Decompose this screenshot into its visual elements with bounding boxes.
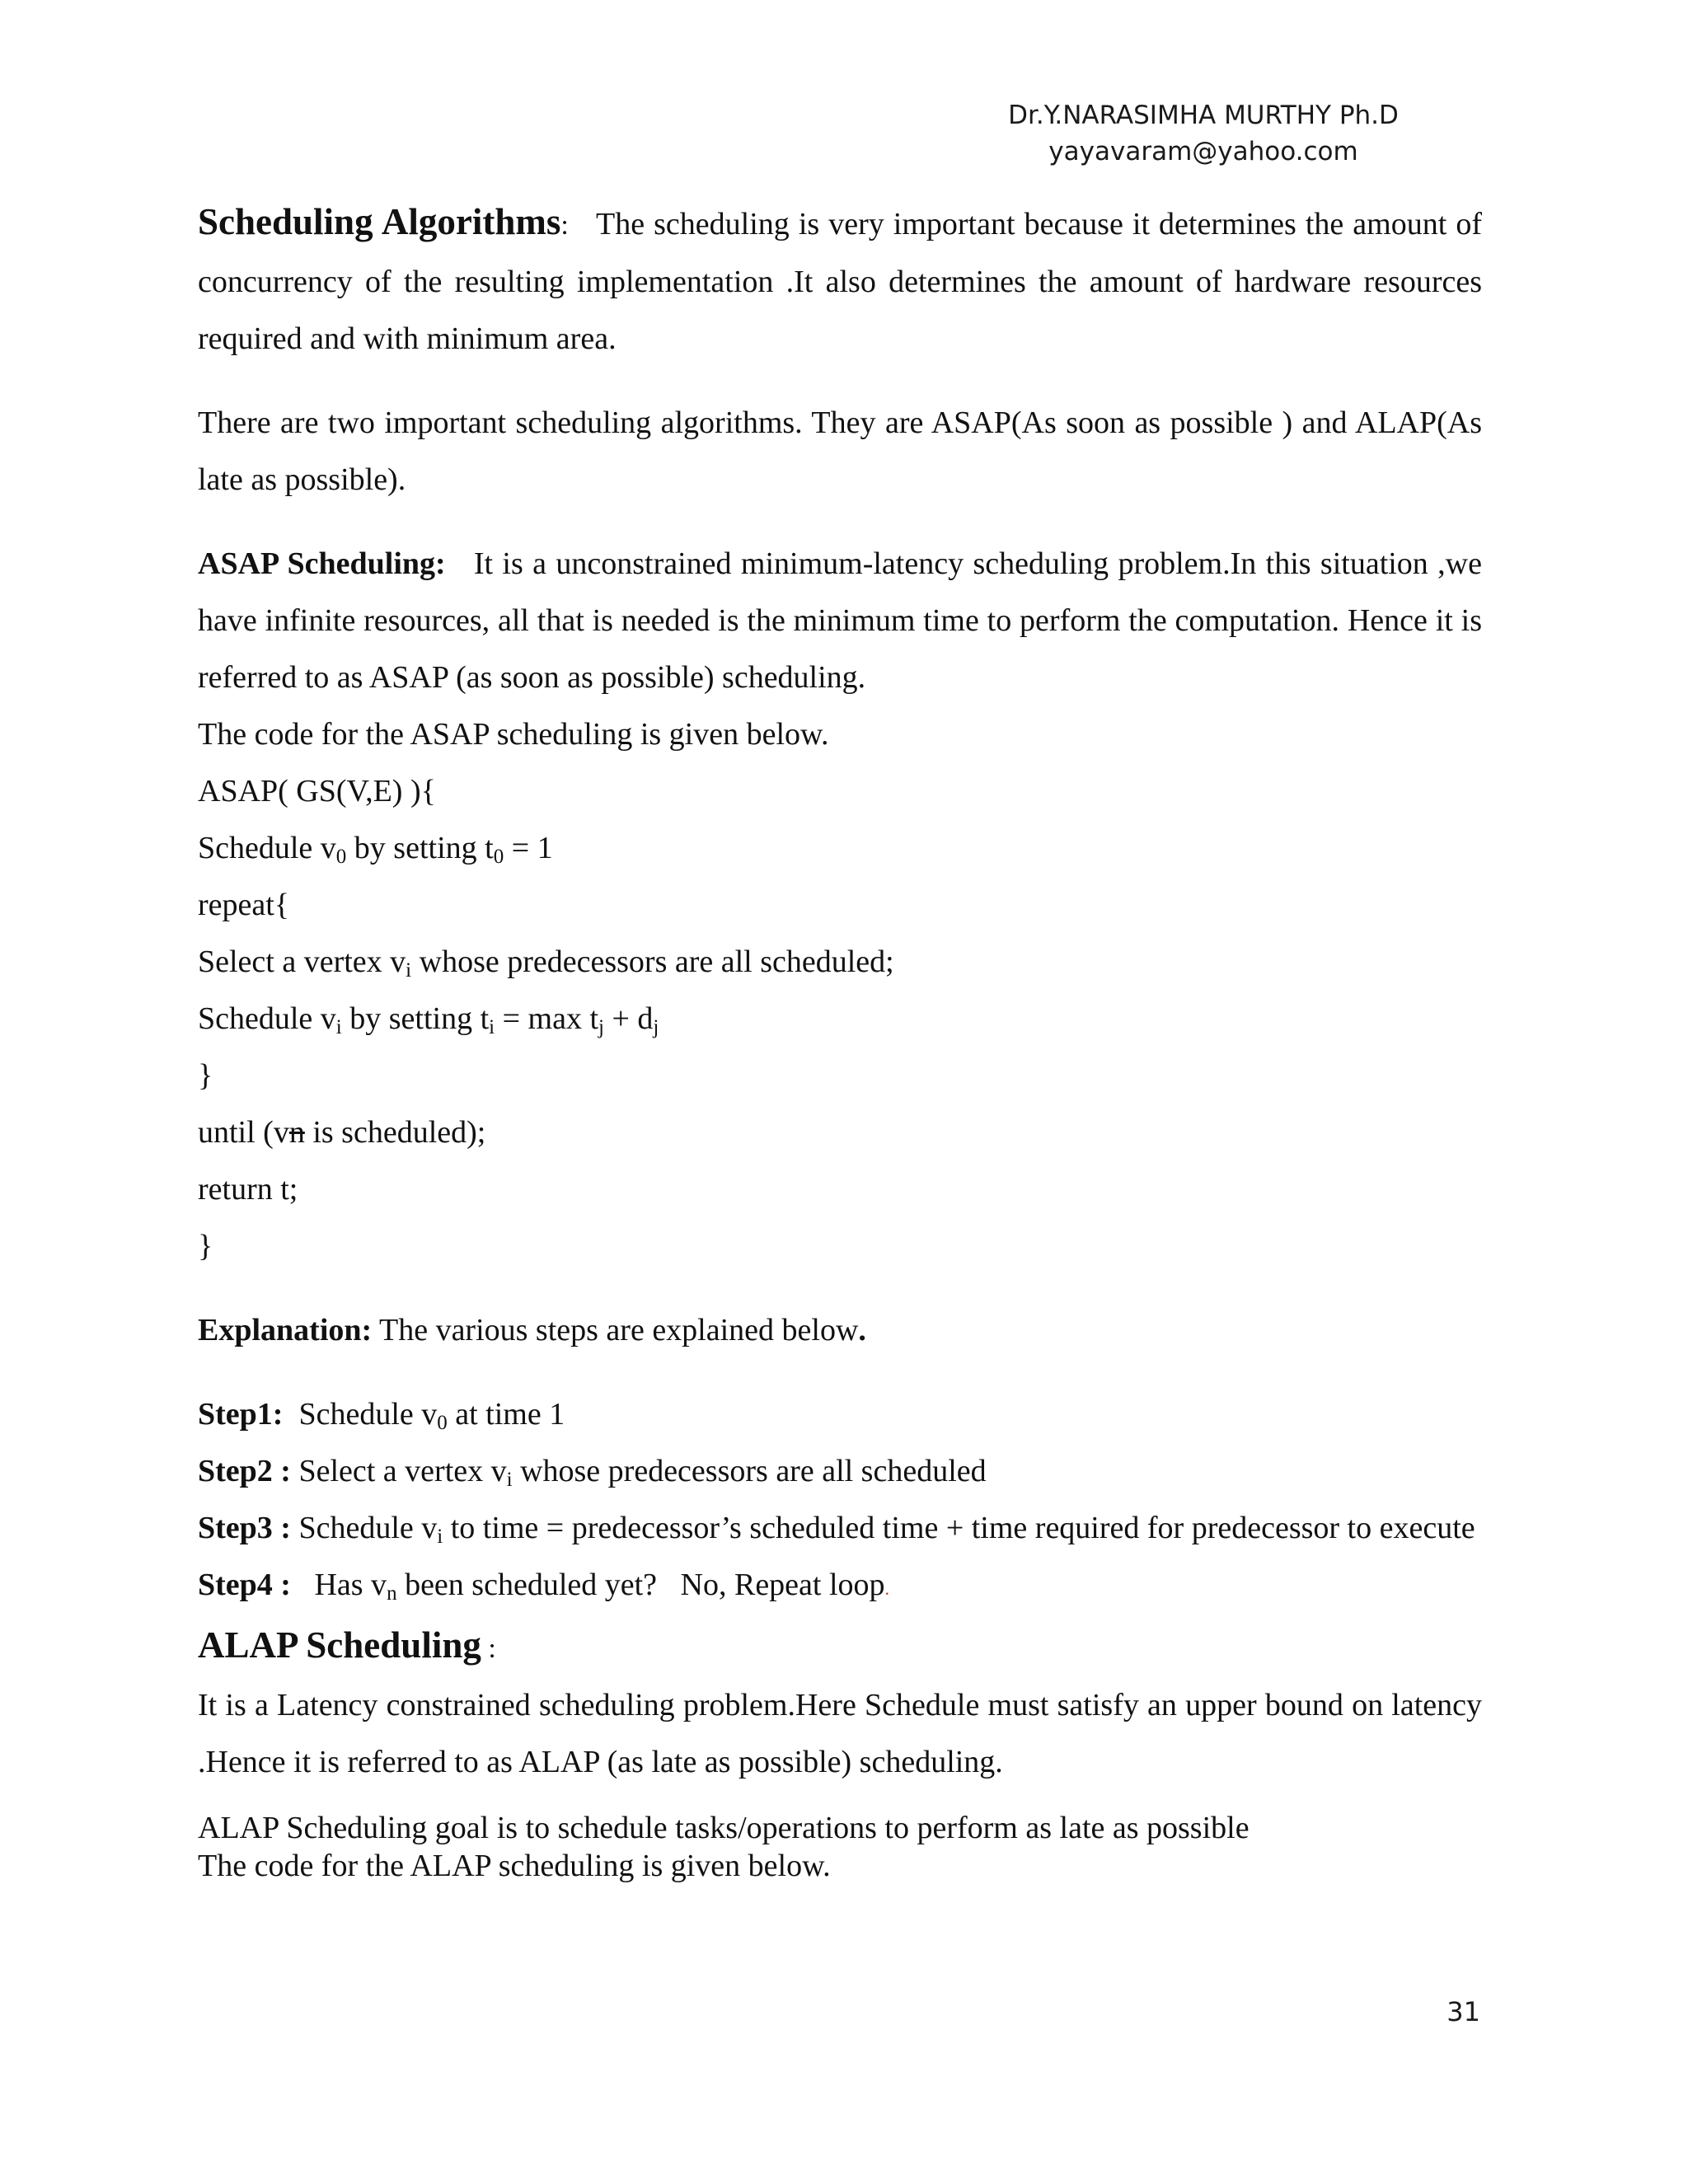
step-1 bbox=[198, 1386, 1482, 1443]
alap-heading: ALAP Scheduling bbox=[198, 1624, 481, 1666]
code-text: by setting t bbox=[346, 831, 494, 865]
subscript: i bbox=[506, 1469, 513, 1491]
code-text: = 1 bbox=[504, 831, 553, 865]
step-label: Step1: bbox=[198, 1397, 284, 1432]
code-text: is scheduled); bbox=[304, 1115, 486, 1150]
subscript: 0 bbox=[335, 846, 347, 868]
subscript: i bbox=[406, 959, 412, 982]
code-line-4 bbox=[198, 934, 1482, 991]
asap-paragraph bbox=[198, 536, 1482, 706]
subscript: i bbox=[335, 1016, 342, 1038]
struck-text: n bbox=[288, 1115, 305, 1150]
author-email: yayavaram@yahoo.com bbox=[1048, 137, 1358, 166]
steps-list bbox=[198, 1386, 1482, 1617]
code-text: Schedule v bbox=[198, 1001, 336, 1036]
explanation-paragraph bbox=[198, 1302, 1482, 1359]
step-label: Step4 : bbox=[198, 1568, 291, 1602]
code-line-1: ASAP( GS(V,E) ){ bbox=[198, 774, 436, 808]
subscript: i bbox=[489, 1016, 495, 1038]
code-text: by setting t bbox=[341, 1001, 490, 1036]
step-text: Has v bbox=[290, 1568, 387, 1602]
explanation-text: The various steps are explained below bbox=[372, 1313, 859, 1347]
code-line-7 bbox=[198, 1104, 1482, 1161]
step-label: Step2 : bbox=[198, 1454, 291, 1488]
asap-code-block bbox=[198, 763, 1482, 1275]
page-number: 31 bbox=[1447, 1996, 1480, 2027]
alap-paragraph: It is a Latency constrained scheduling problem.Here Schedule must satisfy an upper bound on latency .Hence it is referred to as ALAP (as late as possible) scheduling. bbox=[198, 1688, 1482, 1779]
code-line-9: } bbox=[198, 1229, 213, 1263]
red-mark: . bbox=[884, 1578, 890, 1599]
subscript: j bbox=[598, 1016, 604, 1038]
subscript: i bbox=[437, 1526, 443, 1548]
step-text: Schedule v bbox=[283, 1397, 438, 1432]
intro-text: The scheduling is very important because it determines the amount of concurrency of the resulting implementation .It also determines the amount of hardware resources required and with minimum area. bbox=[198, 207, 1482, 356]
code-text: = max t bbox=[495, 1001, 599, 1036]
explanation-label: Explanation: bbox=[198, 1313, 373, 1347]
step-text: at time 1 bbox=[447, 1397, 565, 1432]
code-text: Schedule v bbox=[198, 831, 336, 865]
alap-goal: ALAP Scheduling goal is to schedule tasks/operations to perform as late as possible bbox=[198, 1811, 1250, 1845]
page-body bbox=[198, 194, 1482, 1885]
alap-heading-line bbox=[198, 1617, 1482, 1677]
subscript: 0 bbox=[493, 846, 504, 868]
author-name: Dr.Y.NARASIMHA MURTHY Ph.D bbox=[1008, 101, 1399, 130]
step-text: Schedule v bbox=[290, 1511, 438, 1545]
subscript: j bbox=[653, 1016, 659, 1038]
step-text: whose predecessors are all scheduled bbox=[512, 1454, 987, 1488]
code-line-8: return t; bbox=[198, 1172, 298, 1207]
step-text: to time = predecessor’s scheduled time + time required for predecessor to execute bbox=[443, 1511, 1475, 1545]
code-text: Select a vertex v bbox=[198, 944, 406, 979]
code-text: until (v bbox=[198, 1115, 289, 1150]
page-header bbox=[997, 97, 1409, 170]
step-2 bbox=[198, 1443, 1482, 1500]
heading-colon: : bbox=[560, 210, 569, 241]
alap-heading-colon: : bbox=[481, 1633, 496, 1664]
code-line-3: repeat{ bbox=[198, 888, 290, 922]
asap-heading: ASAP Scheduling: bbox=[198, 546, 446, 581]
step-4 bbox=[198, 1557, 1482, 1617]
code-text: + d bbox=[603, 1001, 654, 1036]
explanation-dot: . bbox=[858, 1313, 866, 1347]
alap-code-intro: The code for the ALAP scheduling is given below. bbox=[198, 1849, 831, 1883]
code-line-5 bbox=[198, 991, 1482, 1047]
code-line-6: } bbox=[198, 1058, 213, 1093]
step-3 bbox=[198, 1500, 1482, 1557]
intro-paragraph bbox=[198, 194, 1482, 368]
subscript: n bbox=[387, 1582, 397, 1605]
step-text: Select a vertex v bbox=[290, 1454, 507, 1488]
subscript: 0 bbox=[437, 1412, 448, 1434]
code-line-2 bbox=[198, 820, 1482, 877]
step-label: Step3 : bbox=[198, 1511, 291, 1545]
code-text: whose predecessors are all scheduled; bbox=[411, 944, 894, 979]
section-heading-scheduling: Scheduling Algorithms bbox=[198, 201, 561, 242]
step-text: been scheduled yet? No, Repeat loop bbox=[396, 1568, 885, 1602]
asap-code-intro: The code for the ASAP scheduling is given below. bbox=[198, 717, 829, 752]
asap-text: It is a unconstrained minimum-latency scheduling problem.In this situation ,we have infinite resources, all that is needed is the minimum time to perform the computation. Hence it is referred to as ASAP (as soon as possible) scheduling. bbox=[198, 546, 1482, 695]
two-algorithms-paragraph: There are two important scheduling algorithms. They are ASAP(As soon as possible ) and ALAP(As late as possible). bbox=[198, 405, 1482, 497]
